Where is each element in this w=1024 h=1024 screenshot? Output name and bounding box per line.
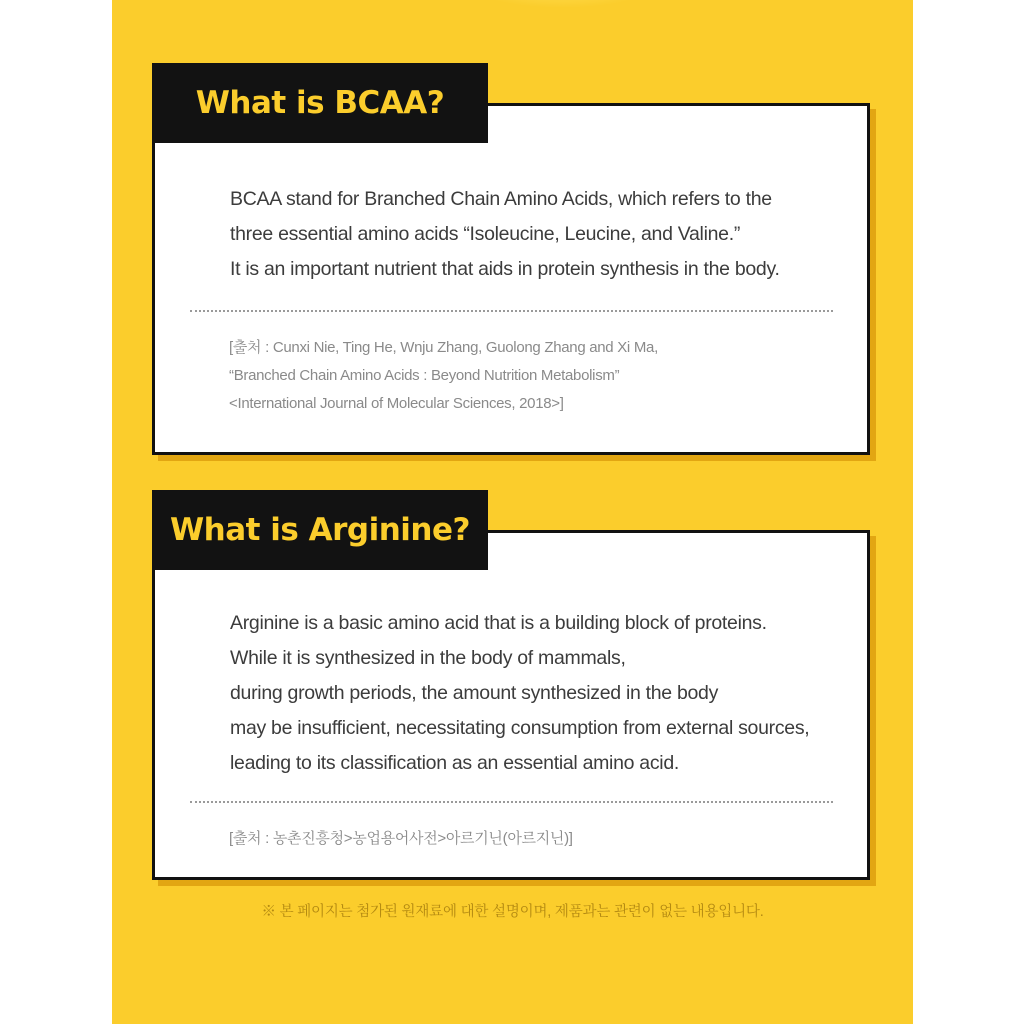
disclaimer-notice: ※ 본 페이지는 첨가된 원재료에 대한 설명이며, 제품과는 관련이 없는 내용입니다. [261,904,764,920]
arginine-citation [229,825,573,853]
bcaa-heading: What is BCAA? [195,85,445,121]
bcaa-description [230,182,780,287]
bcaa-description-line: BCAA stand for Branched Chain Amino Acids, which refers to the [230,188,772,210]
bcaa-citation-line: <International Journal of Molecular Sciences, 2018>] [229,395,564,412]
arginine-description-line: may be insufficient, necessitating consumption from external sources, [230,717,810,739]
arginine-heading: What is Arginine? [169,512,471,548]
arginine-description [230,606,809,781]
bcaa-description-line: It is an important nutrient that aids in protein synthesis in the body. [230,258,780,280]
arginine-dotted-divider [190,801,833,803]
bcaa-citation [229,334,658,418]
bcaa-citation-line: [출처 : Cunxi Nie, Ting He, Wnju Zhang, Guolong Zhang and Xi Ma, [229,339,658,356]
bcaa-description-line: three essential amino acids “Isoleucine, Leucine, and Valine.” [230,223,741,245]
arginine-heading-tab [152,490,488,570]
arginine-description-line: Arginine is a basic amino acid that is a building block of proteins. [230,612,767,634]
top-glow-decoration [467,0,657,8]
bcaa-dotted-divider [190,310,833,312]
arginine-description-line: during growth periods, the amount synthesized in the body [230,682,719,704]
arginine-citation-line: [출처 : 농촌진흥청>농업용어사전>아르기닌(아르지닌)] [229,830,573,847]
arginine-description-line: While it is synthesized in the body of mammals, [230,647,626,669]
arginine-description-line: leading to its classification as an essential amino acid. [230,752,679,774]
bcaa-citation-line: “Branched Chain Amino Acids : Beyond Nutrition Metabolism” [229,367,620,384]
bcaa-heading-tab [152,63,488,143]
